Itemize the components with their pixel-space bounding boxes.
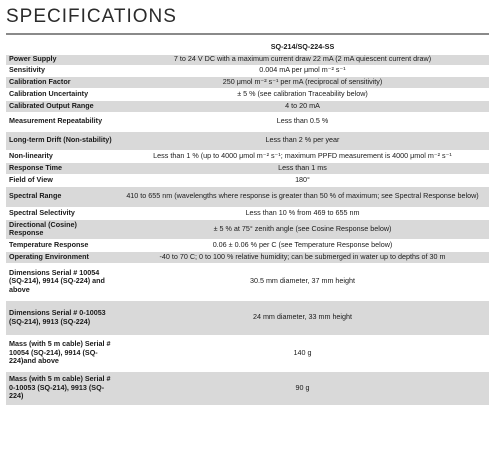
spec-label: Temperature Response: [6, 239, 116, 251]
table-row: [6, 112, 489, 131]
spec-value: -40 to 70 C; 0 to 100 % relative humidity; can be submerged in water up to depths of 30 m: [116, 251, 489, 263]
spec-value: 7 to 24 V DC with a maximum current draw 22 mA (2 mA quiescent current draw): [116, 54, 489, 65]
table-row: [6, 251, 489, 263]
spec-value: ± 5 % (see calibration Traceability below): [116, 88, 489, 100]
table-row: [6, 219, 489, 239]
spec-label: Field of View: [6, 174, 116, 186]
spec-label: Dimensions Serial # 10054 (SQ-214), 9914 (SQ-224) and above: [6, 263, 116, 300]
table-row: [6, 65, 489, 76]
table-header-row: [6, 40, 489, 54]
header-empty-cell: [6, 40, 116, 54]
spec-value: Less than 10 % from 469 to 655 nm: [116, 207, 489, 219]
spec-label: Spectral Selectivity: [6, 207, 116, 219]
table-row: [6, 239, 489, 251]
page-title: SPECIFICATIONS: [6, 6, 177, 27]
spec-label: Dimensions Serial # 0-10053 (SQ-214), 9913 (SQ-224): [6, 300, 116, 335]
spec-value: 180°: [116, 174, 489, 186]
spec-value: Less than 1 % (up to 4000 μmol m⁻² s⁻¹; maximum PPFD measurement is 4000 μmol m⁻² s⁻¹: [116, 150, 489, 162]
spec-value: ± 5 % at 75° zenith angle (see Cosine Response below): [116, 219, 489, 239]
table-row: [6, 263, 489, 300]
table-row: [6, 174, 489, 186]
spec-value: 140 g: [116, 335, 489, 371]
spec-label: Operating Environment: [6, 251, 116, 263]
spec-value: Less than 1 ms: [116, 162, 489, 174]
spec-label: Spectral Range: [6, 186, 116, 207]
table-row: [6, 76, 489, 88]
table-row: [6, 207, 489, 219]
table-row: [6, 300, 489, 335]
spec-value: 30.5 mm diameter, 37 mm height: [116, 263, 489, 300]
spec-value: Less than 2 % per year: [116, 131, 489, 150]
spec-value: 90 g: [116, 371, 489, 405]
table-row: [6, 88, 489, 100]
model-header: SQ-214/SQ-224-SS: [116, 40, 489, 54]
spec-label: Calibration Factor: [6, 76, 116, 88]
spec-value: 410 to 655 nm (wavelengths where response is greater than 50 % of maximum; see Spectral Response below): [116, 186, 489, 207]
title-divider: [6, 33, 489, 35]
table-row: [6, 54, 489, 65]
table-row: [6, 186, 489, 207]
table-row: [6, 100, 489, 112]
spec-label: Response Time: [6, 162, 116, 174]
spec-label: Mass (with 5 m cable) Serial # 0-10053 (SQ-214), 9913 (SQ-224): [6, 371, 116, 405]
table-row: [6, 335, 489, 371]
spec-label: Non-linearity: [6, 150, 116, 162]
spec-label: Calibration Uncertainty: [6, 88, 116, 100]
spec-label: Mass (with 5 m cable) Serial # 10054 (SQ-214), 9914 (SQ-224)and above: [6, 335, 116, 371]
table-row: [6, 371, 489, 405]
spec-value: 24 mm diameter, 33 mm height: [116, 300, 489, 335]
table-row: [6, 131, 489, 150]
spec-value: 0.004 mA per μmol m⁻² s⁻¹: [116, 65, 489, 76]
spec-value: 4 to 20 mA: [116, 100, 489, 112]
spec-value: 250 μmol m⁻² s⁻¹ per mA (reciprocal of sensitivity): [116, 76, 489, 88]
specifications-table: [6, 40, 489, 406]
spec-value: Less than 0.5 %: [116, 112, 489, 131]
spec-label: Measurement Repeatability: [6, 112, 116, 131]
table-row: [6, 150, 489, 162]
spec-value: 0.06 ± 0.06 % per C (see Temperature Response below): [116, 239, 489, 251]
table-row: [6, 162, 489, 174]
spec-label: Long-term Drift (Non-stability): [6, 131, 116, 150]
spec-label: Calibrated Output Range: [6, 100, 116, 112]
spec-label: Directional (Cosine) Response: [6, 219, 116, 239]
spec-label: Sensitivity: [6, 65, 116, 76]
spec-label: Power Supply: [6, 54, 116, 65]
